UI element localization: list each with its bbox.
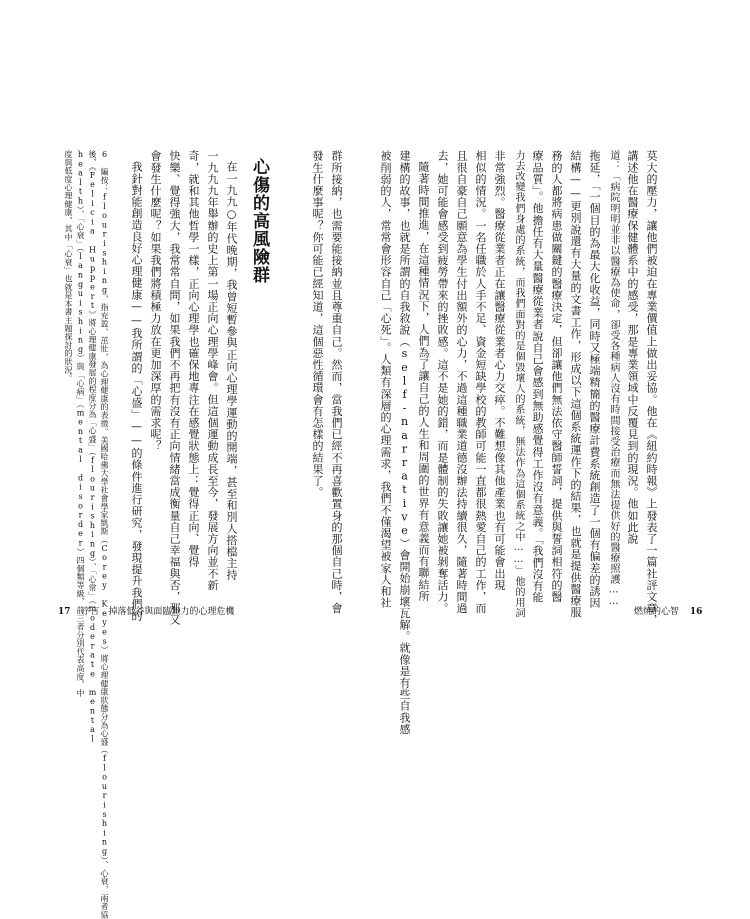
- body-line: 講述他在醫療保健體系中的感受，那是專業領域中反覆見到的現況。他如此說: [626, 150, 639, 545]
- body-line: 拖延，「一個目的為最大化收益，同時又極端精簡的醫療計費系統創造了一個有偏差的誘因: [588, 150, 601, 609]
- page-number: 16: [689, 607, 703, 617]
- body-line: 力去改變我們身處的系統，而我們面對的是個毀壞人的系統，無法作為這個系統之中……」他的用詞: [513, 150, 524, 619]
- body-line: 相似的情況。一名任職於人手不足、資金短缺學校的教師可能一直都很熱愛自己的工作，而: [474, 150, 487, 614]
- body-line: 莫大的壓力，讓他們被迫在專業價值上做出妥協。他在《紐約時報》上發表了一篇社評文章，: [645, 150, 658, 626]
- body-line: 快樂、覺得強大，我常常自問，如果我們不再把有沒有正向情緒當成衡量自己幸福與否，那又: [168, 150, 181, 626]
- body-line: 務的人都將病患做關鍵的醫療決定，但卻讓他們無法依守醫師誓詞，提供與誓詞相符的醫: [550, 150, 563, 603]
- right-page-footer: [634, 604, 702, 617]
- body-line: 一九九九年舉辦的史上第一場正向心理學峰會。但這個運動成長至今，發展方向並不新: [206, 150, 219, 591]
- footnote-line: health）、「心衰」（languishing）與「心病」（mental disorder）四個類等級，前三者分別代表高度、中: [76, 150, 85, 698]
- body-line: 群所接納，也需要能接納並且尊重自己。然而，當我們已經不再喜歡置身的那個自己時，會: [330, 150, 343, 614]
- footnote-line: 度與低度心理健康，其中「心衰」也就是本書主題探討的狀況。: [64, 150, 73, 383]
- left-page-footer: [58, 604, 234, 617]
- running-header-title: 燃燒的心智: [634, 607, 680, 617]
- body-line: 建構的故事，也就是所謂的自我敘說（self-narrative）會開始崩壞瓦解。就像是有些自我感: [398, 150, 411, 735]
- footnote-line: 6 編按：flourishing，指充盈、茁壯，為心理健康的表徵。美國哈佛大學社會學家凱斯（Corey Keyes）將心理健康狀態分為心盛（flourishing）、心衰，兩者協: [100, 150, 109, 919]
- body-line: 我針對能創造良好心理健康——我所謂的「心盛」——的條件進行研究，發現提升我們的: [130, 161, 143, 622]
- body-line: 療品質」。他擔任有大量醫療從業者說自己會感到無助感覺得工作沒有意義。「我們沒有能: [531, 150, 544, 603]
- body-line: 奇，就和其他哲學一樣，正向心理學也確保地專注在感覺狀態上：覺得正向、覺得: [187, 150, 200, 568]
- body-line: 在一九九○年代晚期，我曾短暫參與正向心理學運動的開端，甚至和別人搭檔主持: [225, 161, 238, 581]
- page-number: 17: [58, 607, 71, 617]
- footnote-line: 後，《Felicia Huppert》將心理健康發展的程度分為「心盛」（flourishing）、「心常」（moderate mental: [88, 150, 97, 744]
- body-line: 去，她可能會感受到疲勞帶來的挫敗感。這不是她的錯，而是體制的失敗讓她被剝奪活力。: [436, 150, 449, 614]
- body-line: 被削弱的人，常常會形容自己「心死」。人類有深層的心理需求，我們不僅渴望被家人和社: [379, 150, 392, 609]
- section-heading: 心傷的高風險群: [249, 158, 269, 284]
- body-line: 道：「病院明明並非以醫療為使命，卻受各種病人沒有時間接受治療而無法提供好的醫療照護……: [608, 150, 619, 608]
- running-footer-title: 序言 掉落低谷與面臨無力的心理危機: [81, 607, 235, 617]
- body-line: 結構——更別說還有大量的文書工作，形成以下這個系統運作下的結果，也就是提供醫療服: [569, 150, 582, 618]
- body-line: 發生什麼事呢？你可能已經知道，這個惡性循環會有怎樣的結果了。: [311, 150, 324, 498]
- body-line: 會發生什麼呢？如果我們將積極力放在更加深厚的需求呢？: [149, 150, 162, 452]
- body-line: 非常強烈。醫療從業者正在讓醫療從業者心力交瘁。不難想像其他產業也有可能會出現: [493, 150, 506, 591]
- body-line: 且很自豪自己願意為學生付出額外的心力，不過這種職業道德沒辦法持續很久，隨著時間過: [455, 150, 468, 614]
- body-line: 隨著時間推進，在這種情況下，人們為了讓自己的人生和周圍的世界有意義而有聯結所: [417, 161, 430, 602]
